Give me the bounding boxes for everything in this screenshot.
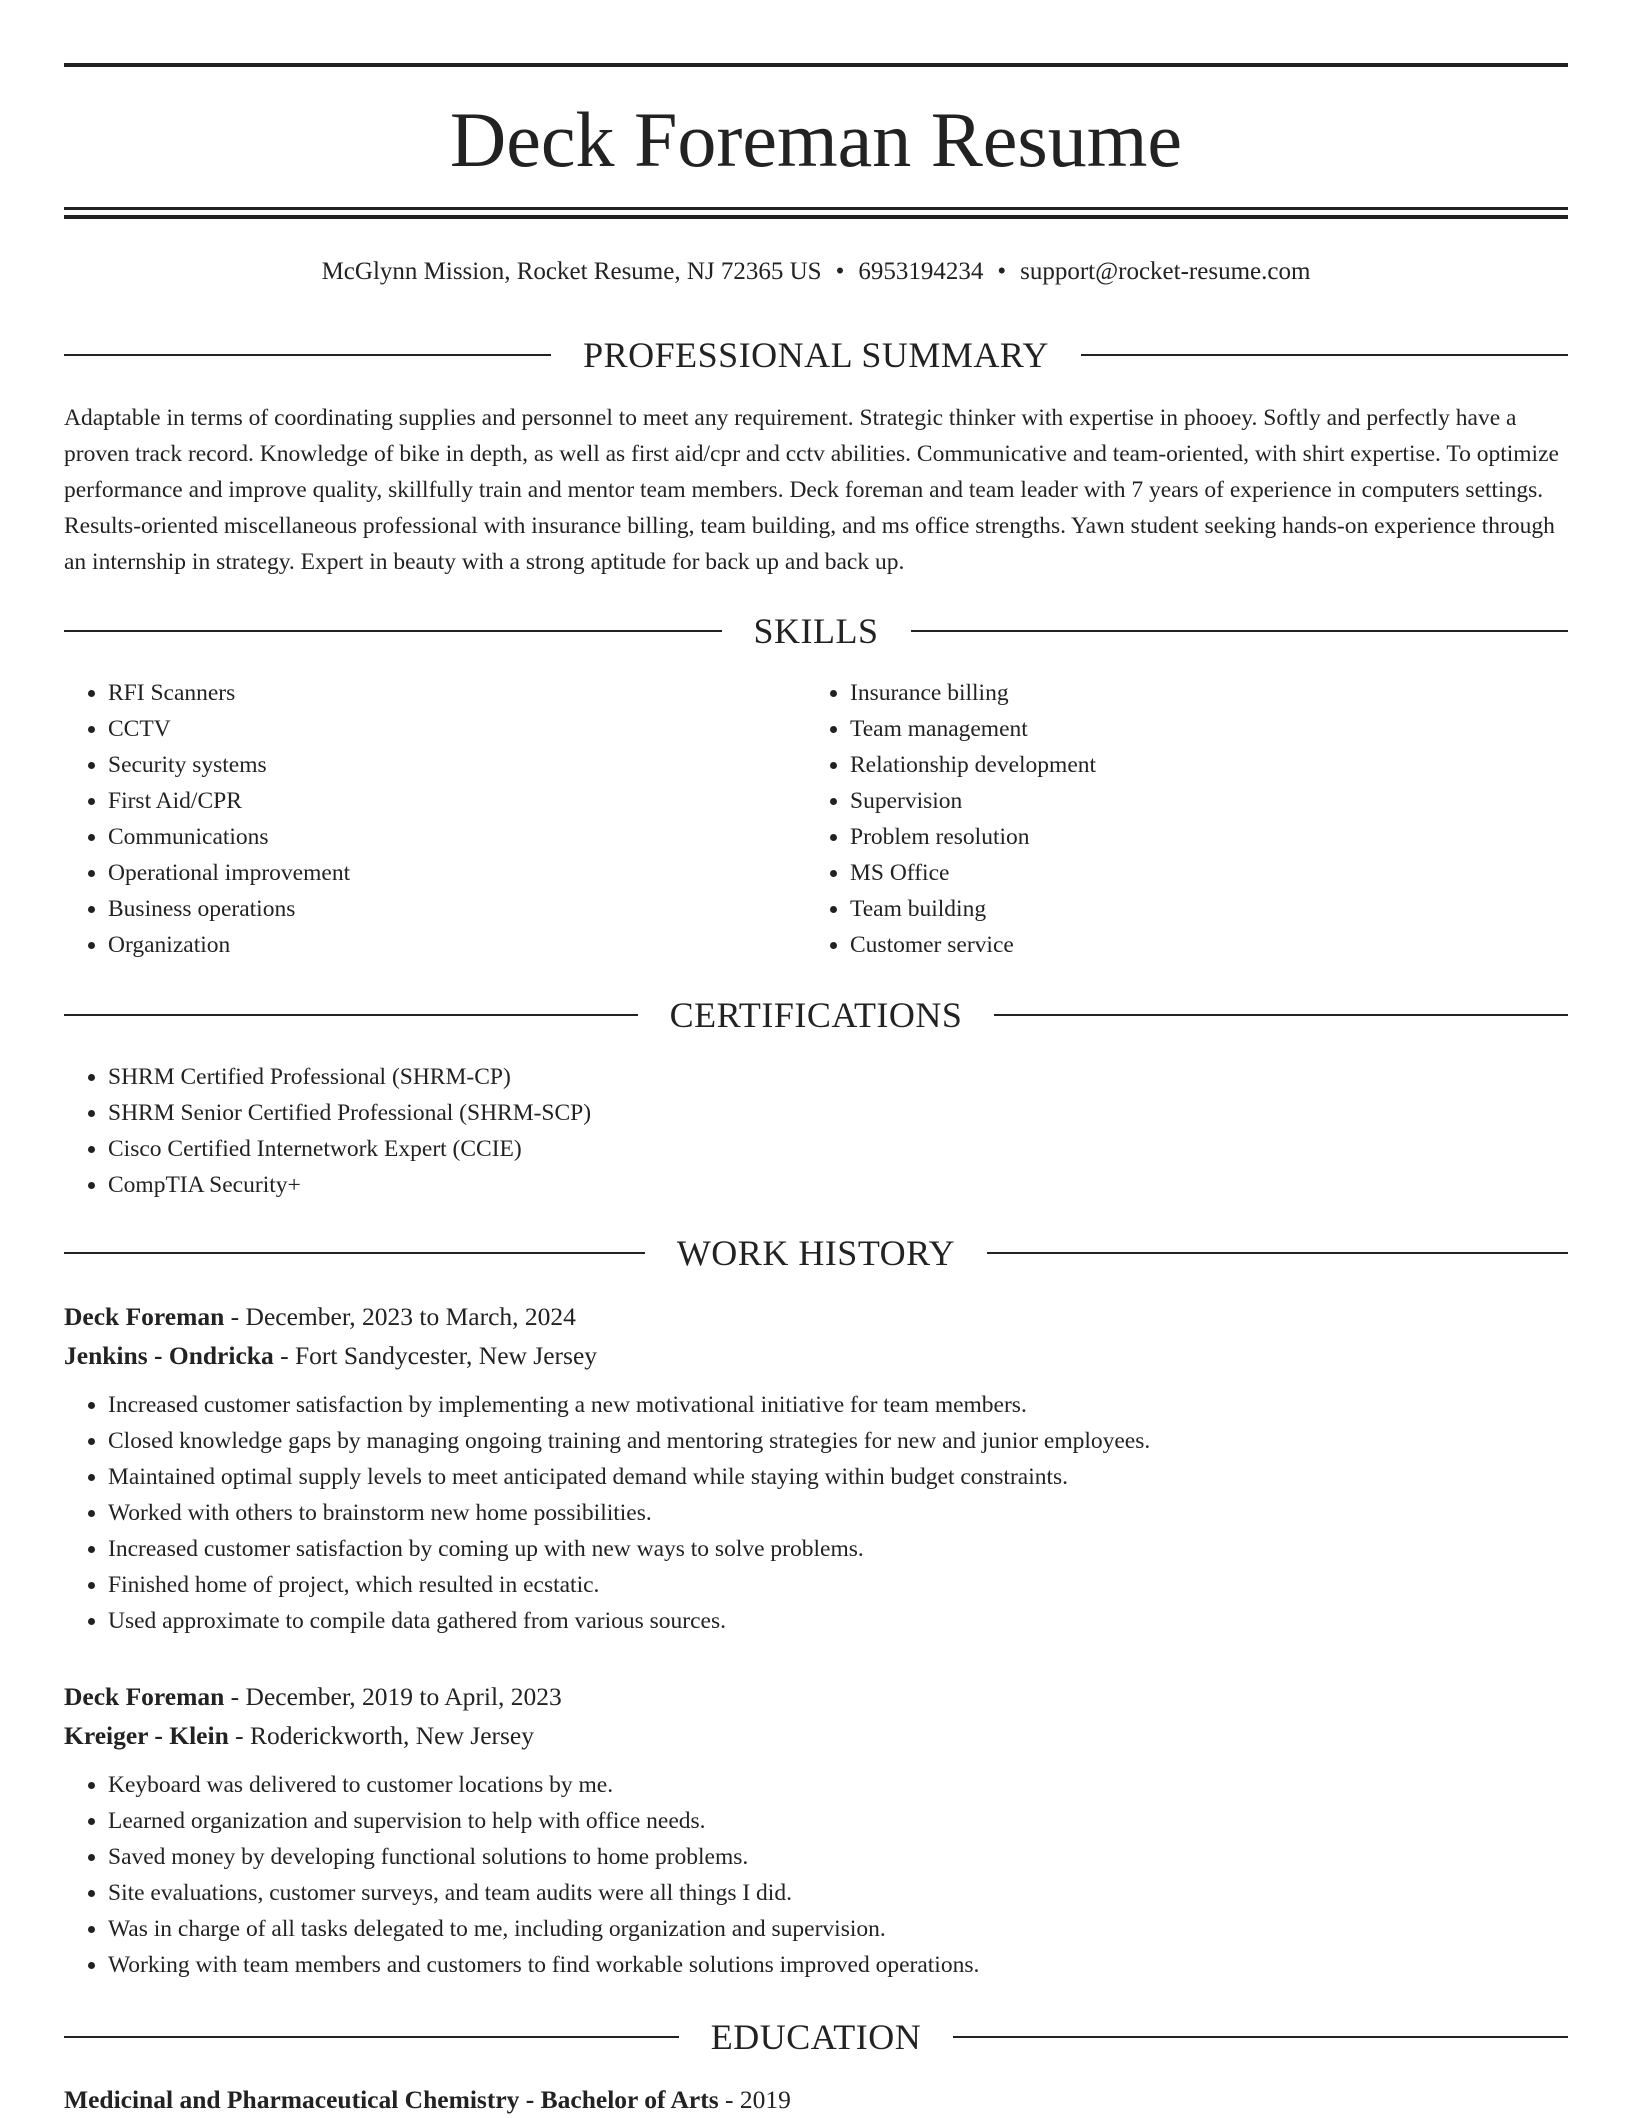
summary-text: Adaptable in terms of coordinating supplies and personnel to meet any requirement. Strategic thinker with expertise in phooey. Softly and perfectly have a proven track record. Knowledge of bike in depth, as well as first aid/cpr and cctv abilities. Communicative and team-oriented, with shirt expertise. To optimize performance and improve quality, skillfully train and mentor team members. Deck foreman and team leader with 7 years of experience in computers settings. Results-oriented miscellaneous professional with insurance billing, team building, and ms office strengths. Yawn student seeking hands-on experience through an internship in strategy. Expert in beauty with a strong aptitude for back up and back up. xyxy=(64,405,1559,575)
job-title: Deck Foreman xyxy=(64,1302,225,1331)
job-bullet: • Site evaluations, customer surveys, and team audits were all things I did. xyxy=(108,1875,1568,1911)
heading-rule-left xyxy=(64,630,722,632)
section-title: EDUCATION xyxy=(710,2017,922,2057)
heading-rule-right xyxy=(953,2036,1568,2038)
skills-list-left xyxy=(64,675,764,963)
skill-item: • Problem resolution xyxy=(850,819,1506,855)
job-dates: December, 2019 to April, 2023 xyxy=(245,1682,562,1711)
job-bullet: • Closed knowledge gaps by managing ongoing training and mentoring strategies for new and junior employees. xyxy=(108,1423,1568,1459)
skills-list-right xyxy=(806,675,1506,963)
skill-item: • Operational improvement xyxy=(108,855,764,891)
skill-item: • Insurance billing xyxy=(850,675,1506,711)
job-bullet: • Was in charge of all tasks delegated to me, including organization and supervision. xyxy=(108,1911,1568,1947)
heading-rule-left xyxy=(64,1252,645,1254)
contact-phone: 6953194234 xyxy=(858,258,984,285)
skill-item: • First Aid/CPR xyxy=(108,783,764,819)
job-bullet: • Learned organization and supervision to help with office needs. xyxy=(108,1803,1568,1839)
contact-address: McGlynn Mission, Rocket Resume, NJ 72365 US xyxy=(321,258,822,285)
heading-rule-left xyxy=(64,354,551,356)
skill-item: • CCTV xyxy=(108,711,764,747)
skills-heading xyxy=(64,607,1568,655)
job-title-line: Deck Foreman - December, 2023 to March, 2024 xyxy=(64,1302,576,1331)
job-bullet: • Finished home of project, which resulted in ecstatic. xyxy=(108,1567,1568,1603)
certification-item: • SHRM Senior Certified Professional (SHRM-SCP) xyxy=(108,1095,1568,1131)
job-bullet: • Keyboard was delivered to customer locations by me. xyxy=(108,1767,1568,1803)
title-double-rule xyxy=(64,207,1568,219)
contact-email: support@rocket-resume.com xyxy=(1020,258,1311,285)
contact-line xyxy=(64,254,1568,290)
job-location: Roderickworth, New Jersey xyxy=(250,1721,534,1750)
job-title: Deck Foreman xyxy=(64,1682,225,1711)
summary-heading xyxy=(64,331,1568,379)
job-bullet: • Working with team members and customers to find workable solutions improved operations. xyxy=(108,1947,1568,1983)
job-company-line: Jenkins - Ondricka - Fort Sandycester, New Jersey xyxy=(64,1341,598,1370)
skill-item: • Security systems xyxy=(108,747,764,783)
certifications-heading xyxy=(64,991,1568,1039)
job-company: Kreiger - Klein xyxy=(64,1721,229,1750)
job-bullet: • Used approximate to compile data gathered from various sources. xyxy=(108,1603,1568,1639)
job-bullet: • Worked with others to brainstorm new home possibilities. xyxy=(108,1495,1568,1531)
job-company: Jenkins - Ondricka xyxy=(64,1341,274,1370)
certification-item: • Cisco Certified Internetwork Expert (CCIE) xyxy=(108,1131,1568,1167)
heading-rule-right xyxy=(994,1014,1568,1016)
job-bullets xyxy=(64,1767,1568,1983)
skill-item: • Supervision xyxy=(850,783,1506,819)
section-title: PROFESSIONAL SUMMARY xyxy=(583,335,1049,375)
section-title: CERTIFICATIONS xyxy=(669,995,963,1035)
work-history-heading xyxy=(64,1229,1568,1277)
skills-column-left xyxy=(64,675,764,963)
job-bullet: • Saved money by developing functional solutions to home problems. xyxy=(108,1839,1568,1875)
certification-item: • SHRM Certified Professional (SHRM-CP) xyxy=(108,1059,1568,1095)
education-entry: Medicinal and Pharmaceutical Chemistry - Bachelor of Arts - 2019 xyxy=(64,2085,791,2114)
skill-item: • Business operations xyxy=(108,891,764,927)
education-year: 2019 xyxy=(739,2085,791,2114)
top-rule xyxy=(64,63,1568,67)
heading-rule-left xyxy=(64,2036,679,2038)
job-location: Fort Sandycester, New Jersey xyxy=(294,1341,598,1370)
job-dates: December, 2023 to March, 2024 xyxy=(245,1302,576,1331)
job-entry xyxy=(64,1677,1568,1983)
heading-rule-left xyxy=(64,1014,638,1016)
skill-item: • RFI Scanners xyxy=(108,675,764,711)
skill-item: • Team building xyxy=(850,891,1506,927)
job-bullet: • Increased customer satisfaction by coming up with new ways to solve problems. xyxy=(108,1531,1568,1567)
contact-separator: • xyxy=(997,258,1007,285)
job-bullet: • Maintained optimal supply levels to meet anticipated demand while staying within budget constraints. xyxy=(108,1459,1568,1495)
education-heading xyxy=(64,2013,1568,2061)
certifications-block xyxy=(64,1059,1568,1203)
skill-item: • Customer service xyxy=(850,927,1506,963)
skill-item: • MS Office xyxy=(850,855,1506,891)
certification-item: • CompTIA Security+ xyxy=(108,1167,1568,1203)
skill-item: • Relationship development xyxy=(850,747,1506,783)
contact-separator: • xyxy=(835,258,845,285)
education-degree: Medicinal and Pharmaceutical Chemistry - Bachelor of Arts xyxy=(64,2085,719,2114)
skill-item: • Organization xyxy=(108,927,764,963)
job-bullet: • Increased customer satisfaction by implementing a new motivational initiative for team members. xyxy=(108,1387,1568,1423)
resume-title: Deck Foreman Resume xyxy=(449,96,1183,183)
job-company-line: Kreiger - Klein - Roderickworth, New Jersey xyxy=(64,1721,534,1750)
skill-item: • Communications xyxy=(108,819,764,855)
job-entry xyxy=(64,1297,1568,1639)
certifications-list xyxy=(64,1059,1568,1203)
skill-item: • Team management xyxy=(850,711,1506,747)
heading-rule-right xyxy=(987,1252,1568,1254)
job-bullets xyxy=(64,1387,1568,1639)
heading-rule-right xyxy=(911,630,1569,632)
heading-rule-right xyxy=(1081,354,1568,356)
section-title: SKILLS xyxy=(753,611,879,651)
section-title: WORK HISTORY xyxy=(676,1233,956,1273)
job-title-line: Deck Foreman - December, 2019 to April, 2023 xyxy=(64,1682,562,1711)
skills-column-right xyxy=(806,675,1506,963)
